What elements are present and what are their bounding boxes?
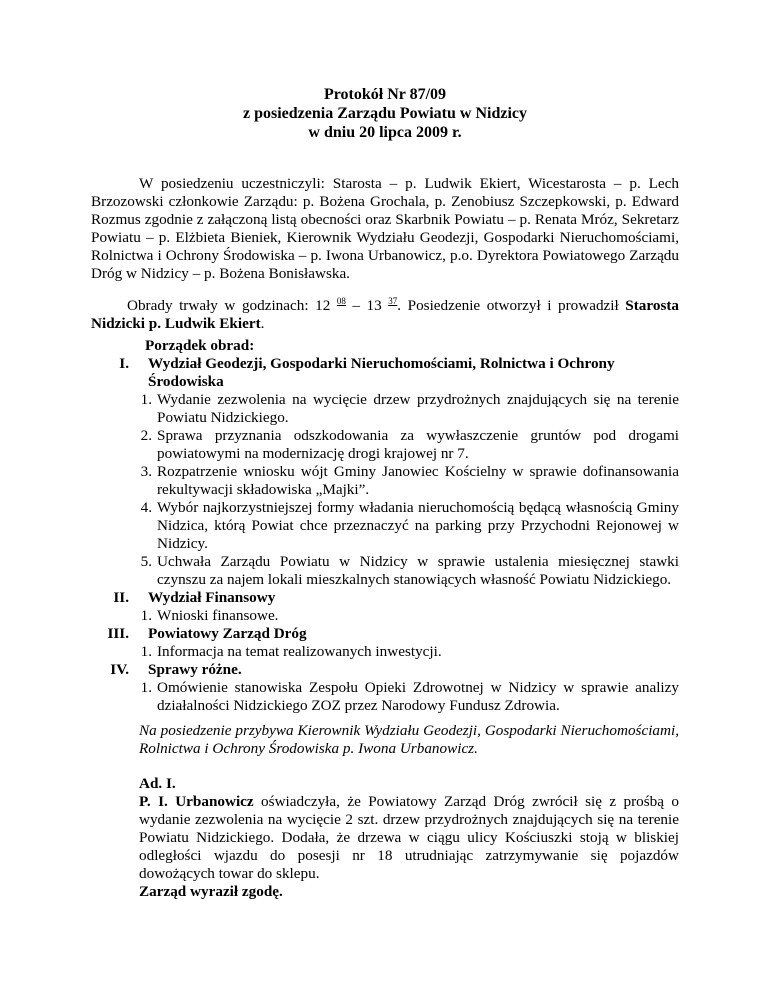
agenda-item <box>91 499 679 553</box>
agenda-item <box>91 391 679 427</box>
item-text: Sprawa przyznania odszkodowania za wywłaszczenie gruntów pod drogami powiatowymi na modernizację drogi krajowej nr 7. <box>157 427 679 462</box>
item-number: 2. <box>140 427 152 444</box>
speaker-name: P. I. Urbanowicz <box>139 793 254 810</box>
arrival-note: Na posiedzenie przybywa Kierownik Wydziału Geodezji, Gospodarki Nieruchomościami, Rolnictwa i Ochrony Środowiska p. Iwona Urbanowicz. <box>139 722 679 757</box>
ad-text: oświadczyła, że Powiatowy Zarząd Dróg zwrócił się z prośbą o wydanie zezwolenia na wycięcie 2 szt. drzew przydrożnych znajdujących się na terenie Powiatu Nidzickiego. Dodała, że drzewa w ciągu ulicy Kościuszki stoją w bliskiej odległości wjazdu do posesji nr 18 utrudniając zatrzymywanie się pojazdów dowożących towar do sklepu. <box>139 793 679 882</box>
item-text: Omówienie stanowiska Zespołu Opieki Zdrowotnej w Nidzicy w sprawie analizy działalności Nidzickiego ZOZ przez Narodowy Fundusz Zdrowia. <box>157 679 679 714</box>
item-number: 1. <box>140 391 152 408</box>
section-title: Sprawy różne. <box>148 661 242 678</box>
section-number: II. <box>113 589 129 606</box>
hours-dash: – 13 <box>345 297 389 314</box>
section-title: Wydział Geodezji, Gospodarki Nieruchomościami, Rolnictwa i Ochrony Środowiska <box>148 355 615 390</box>
end-minutes: 37 <box>388 296 398 306</box>
agenda-section <box>91 355 679 391</box>
item-text: Uchwała Zarządu Powiatu w Nidzicy w sprawie ustalenia miesięcznej stawki czynszu za najem lokali mieszkalnych stanowiących własność Powiatu Nidzickiego. <box>157 553 679 588</box>
item-text: Rozpatrzenie wniosku wójt Gminy Janowiec Kościelny w sprawie dofinansowania rekultywacji składowiska „Majki”. <box>157 463 679 498</box>
ad-paragraph <box>139 793 679 883</box>
item-number: 4. <box>140 499 152 516</box>
agenda-item <box>91 427 679 463</box>
hours-prefix: Obrady trwały w godzinach: 12 <box>127 297 337 314</box>
item-number: 1. <box>140 643 152 660</box>
agenda-section <box>91 661 679 679</box>
item-text: Wydanie zezwolenia na wycięcie drzew przydrożnych znajdujących się na terenie Powiatu Nidzickiego. <box>157 391 679 426</box>
agenda-item <box>91 463 679 499</box>
item-text: Wnioski finansowe. <box>157 607 279 624</box>
document-title <box>91 85 679 142</box>
agenda-section <box>91 625 679 643</box>
ad-heading: Ad. I. <box>139 775 176 792</box>
item-number: 5. <box>140 553 152 570</box>
section-number: III. <box>107 625 129 642</box>
title-line-2: z posiedzenia Zarządu Powiatu w Nidzicy <box>243 105 527 122</box>
item-number: 1. <box>140 679 152 696</box>
agenda <box>91 337 679 715</box>
agenda-title: Porządek obrad: <box>145 337 255 354</box>
hours-middle: . Posiedzenie otworzył i prowadził <box>397 297 626 314</box>
start-minutes: 08 <box>336 296 346 306</box>
ad-section-1 <box>139 775 679 901</box>
agenda-item <box>91 679 679 715</box>
item-number: 3. <box>140 463 152 480</box>
agenda-item <box>91 643 679 661</box>
section-number: I. <box>119 355 129 372</box>
title-line-3: w dniu 20 lipca 2009 r. <box>308 124 462 141</box>
agenda-section <box>91 589 679 607</box>
hours-end: . <box>260 315 265 332</box>
chairperson: Starosta Nidzicki p. Ludwik Ekiert <box>91 297 680 332</box>
title-line-1: Protokół Nr 87/09 <box>323 86 447 103</box>
agenda-item <box>91 607 679 625</box>
board-decision: Zarząd wyraził zgodę. <box>139 883 283 900</box>
item-text: Wybór najkorzystniejszej formy władania nieruchomością będącą własnością Gminy Nidzica, którą Powiat chce przeznaczyć na parking przy Przychodni Rejonowej w Nidzicy. <box>157 499 679 552</box>
section-title: Wydział Finansowy <box>148 589 276 606</box>
section-number: IV. <box>110 661 129 678</box>
attendees-paragraph: W posiedzeniu uczestniczyli: Starosta – p. Ludwik Ekiert, Wicestarosta – p. Lech Brzozowski członkowie Zarządu: p. Bożena Grochala, p. Zenobiusz Szczepkowski, p. Edward Rozmus zgodnie z załączoną listą obecności oraz Skarbnik Powiatu – p. Renata Mróz, Sekretarz Powiatu – p. Elżbieta Bieniek, Kierownik Wydziału Geodezji, Gospodarki Nieruchomościami, Rolnictwa i Ochrony Środowiska – p. Iwona Urbanowicz, p.o. Dyrektora Powiatowego Zarządu Dróg w Nidzicy – p. Bożena Bonisławska. <box>91 175 679 282</box>
item-number: 1. <box>140 607 152 624</box>
item-text: Informacja na temat realizowanych inwestycji. <box>157 643 442 660</box>
agenda-item <box>91 553 679 589</box>
section-title: Powiatowy Zarząd Dróg <box>148 625 307 642</box>
meeting-hours-paragraph <box>91 297 679 333</box>
